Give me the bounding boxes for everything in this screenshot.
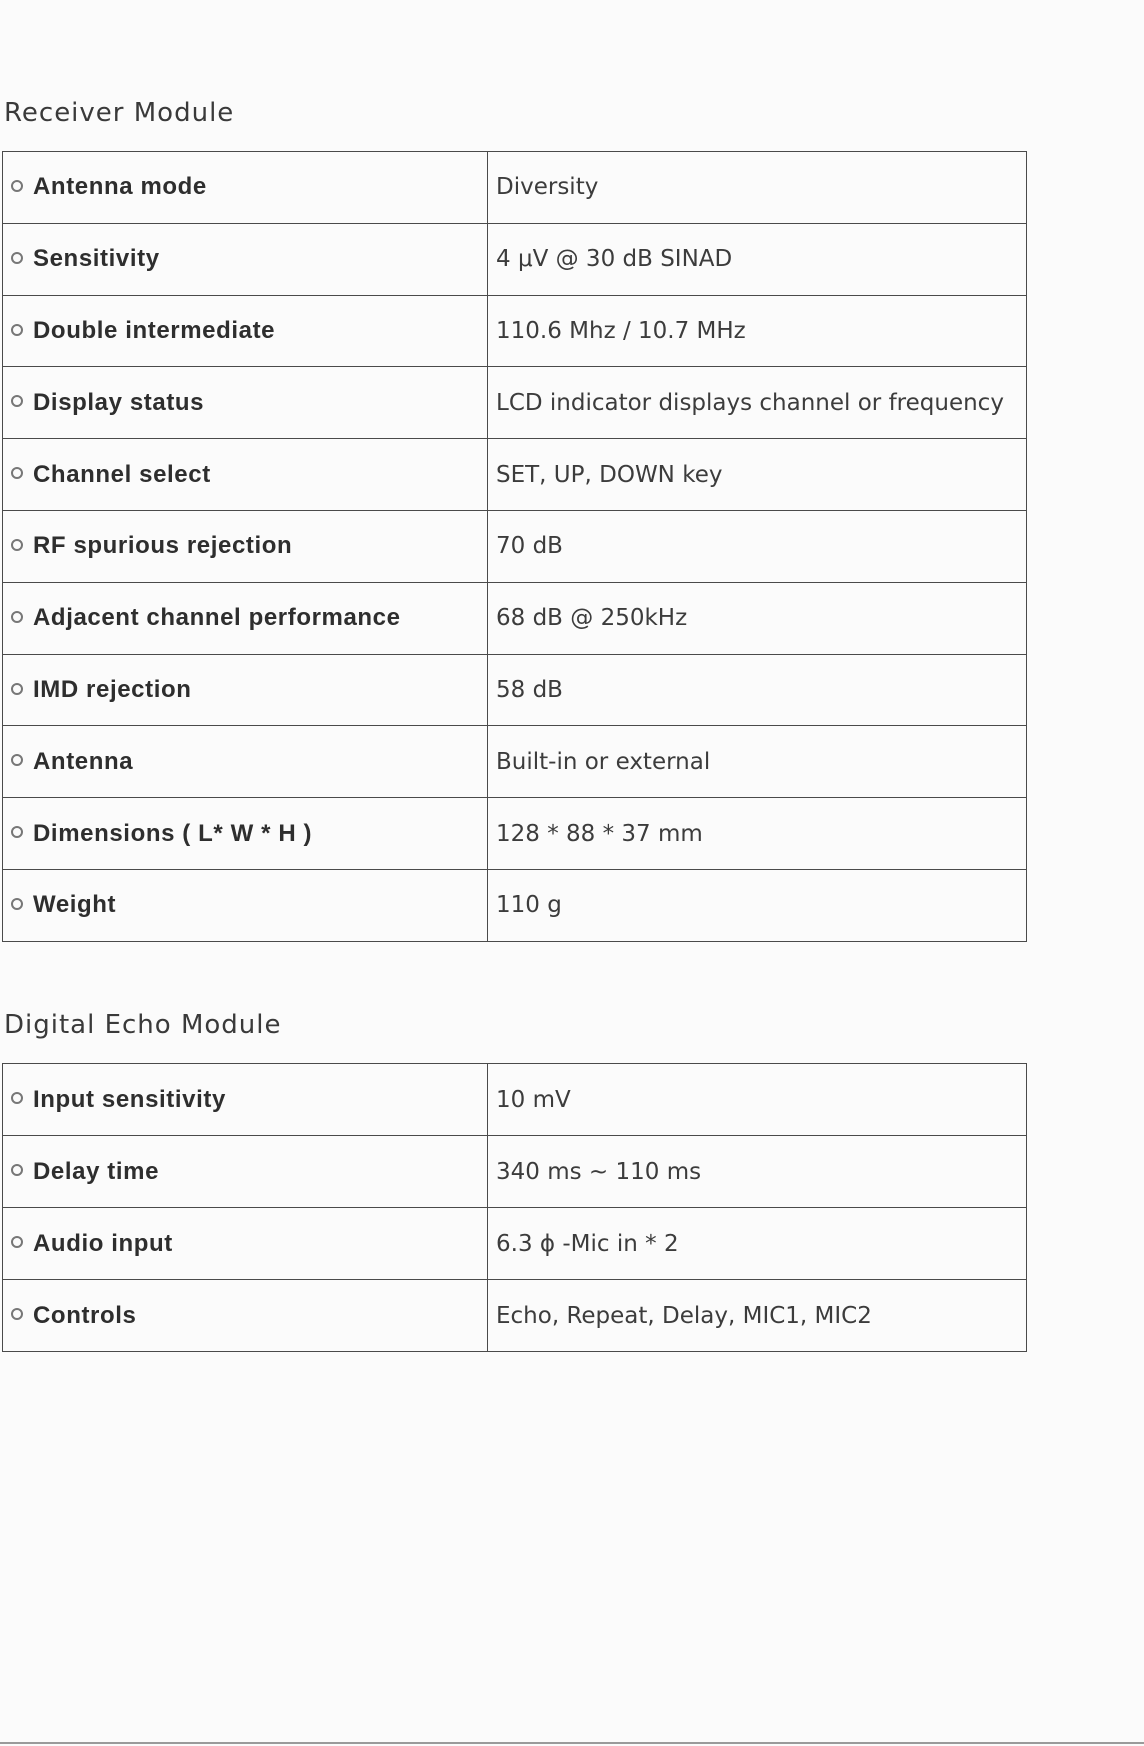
table-row	[3, 223, 1027, 295]
spec-label: Antenna mode	[33, 173, 207, 201]
spec-label: Adjacent channel performance	[33, 604, 401, 632]
bullet-icon	[11, 683, 23, 695]
spec-label: Channel select	[33, 460, 211, 488]
bullet-icon	[11, 252, 23, 264]
receiver-module-title: Receiver Module	[4, 98, 235, 128]
spec-value: 58 dB	[488, 654, 1027, 726]
bullet-icon	[11, 467, 23, 479]
table-row	[3, 1208, 1027, 1280]
spec-label: Weight	[33, 891, 117, 919]
spec-value: Built-in or external	[488, 726, 1027, 798]
table-row	[3, 582, 1027, 654]
spec-label: Audio input	[33, 1229, 173, 1257]
table-row	[3, 726, 1027, 798]
spec-value: 10 mV	[488, 1064, 1027, 1136]
table-row	[3, 1136, 1027, 1208]
table-row	[3, 654, 1027, 726]
table-row	[3, 798, 1027, 870]
bullet-icon	[11, 754, 23, 766]
spec-label: Antenna	[33, 747, 134, 775]
bullet-icon	[11, 826, 23, 838]
bullet-icon	[11, 180, 23, 192]
table-row	[3, 295, 1027, 367]
spec-label: Dimensions ( L* W * H )	[33, 819, 313, 847]
table-row	[3, 152, 1027, 224]
spec-value: 110.6 Mhz / 10.7 MHz	[488, 295, 1027, 367]
table-row	[3, 439, 1027, 511]
spec-label: IMD rejection	[33, 675, 192, 703]
spec-value: SET, UP, DOWN key	[488, 439, 1027, 511]
table-row	[3, 869, 1027, 941]
bullet-icon	[11, 1092, 23, 1104]
spec-value: 68 dB @ 250kHz	[488, 582, 1027, 654]
spec-label: RF spurious rejection	[33, 532, 293, 560]
spec-value: 70 dB	[488, 510, 1027, 582]
page-bottom-edge	[0, 1742, 1144, 1744]
spec-value: LCD indicator displays channel or frequency	[488, 367, 1027, 439]
spec-label: Display status	[33, 388, 205, 416]
bullet-icon	[11, 324, 23, 336]
bullet-icon	[11, 539, 23, 551]
spec-value: Diversity	[488, 152, 1027, 224]
table-row	[3, 510, 1027, 582]
bullet-icon	[11, 1236, 23, 1248]
bullet-icon	[11, 1164, 23, 1176]
bullet-icon	[11, 395, 23, 407]
table-row	[3, 1064, 1027, 1136]
bullet-icon	[11, 611, 23, 623]
spec-label: Controls	[33, 1301, 137, 1329]
spec-value: 340 ms ~ 110 ms	[488, 1136, 1027, 1208]
spec-label: Double intermediate	[33, 316, 276, 344]
spec-value: 110 g	[488, 869, 1027, 941]
table-row	[3, 1280, 1027, 1352]
bullet-icon	[11, 898, 23, 910]
spec-value: 4 μV @ 30 dB SINAD	[488, 223, 1027, 295]
table-row	[3, 367, 1027, 439]
echo-module-title: Digital Echo Module	[4, 1010, 282, 1040]
spec-label: Delay time	[33, 1157, 160, 1185]
receiver-spec-table	[2, 151, 1027, 942]
spec-label: Sensitivity	[33, 245, 160, 273]
spec-value: Echo, Repeat, Delay, MIC1, MIC2	[488, 1280, 1027, 1352]
spec-label: Input sensitivity	[33, 1085, 226, 1113]
spec-value: 6.3 ϕ -Mic in * 2	[488, 1208, 1027, 1280]
echo-spec-table	[2, 1063, 1027, 1352]
spec-value: 128 * 88 * 37 mm	[488, 798, 1027, 870]
bullet-icon	[11, 1308, 23, 1320]
